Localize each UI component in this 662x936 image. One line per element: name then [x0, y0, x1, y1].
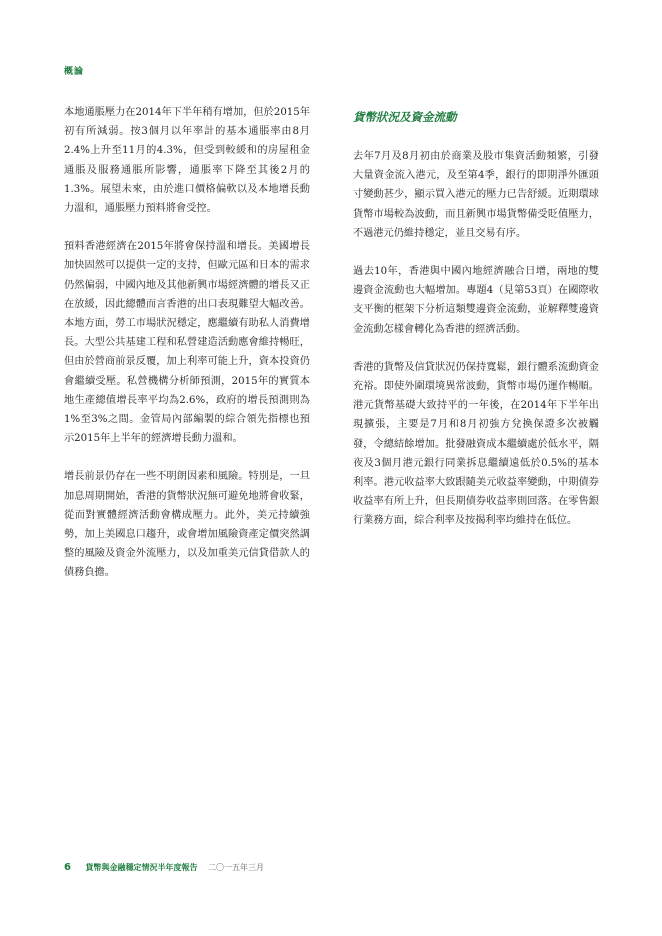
paragraph-inflation: 本地通脹壓力在2014年下半年稍有增加，但於2015年初有所減弱。按3個月以年率計的基本通脹率由8月2.4%上升至11月的4.3%，但受到較緩和的房屋租金通脹及服務通脹所影響，通脹率下降至其後2月的1.3%。展望未來，由於進口價格偏軟以及本地增長動力溫和，通脹壓力預料將會受控。	[64, 107, 310, 215]
paragraph-bilateral-flows: 過去10年，香港與中國內地經濟融合日增，兩地的雙邊資金流動也大幅增加。專題4（見第53頁）在國際收支平衡的框架下分析這類雙邊資金流動，並解釋雙邊資金流動怎樣會轉化為香港的經濟活動。	[353, 266, 599, 335]
left-column	[64, 103, 310, 602]
section-heading: 貨幣狀況及資金流動	[353, 110, 457, 124]
publication-title: 貨幣與金融穩定情況半年度報告	[85, 863, 198, 872]
page-footer	[64, 862, 264, 873]
paragraph-capital-flows: 去年7月及8月初由於商業及股市集資活動頻繁，引發大量資金流入港元，及至第4季，銀行的即期淨外匯頭寸變動甚少，顯示買入港元的壓力已告舒緩。近期環球貨幣市場較為波動，而且新興市場貨幣備受貶值壓力，不過港元仍維持穩定，並且交易有序。	[353, 151, 599, 239]
right-column	[353, 103, 599, 550]
paragraph-monetary-conditions: 香港的貨幣及信貸狀況仍保持寬鬆，銀行體系流動資金充裕。即使外圍環境異常波動，貨幣市場仍運作暢順。港元貨幣基礎大致持平的一年後，在2014年下半年出現擴張，主要是7月和8月初強方兌換保證多次被觸發，令總結餘增加。批發融資成本繼續處於低水平，隔夜及3個月港元銀行同業拆息繼續遠低於0.5%的基本利率。港元收益率大致跟隨美元收益率變動，中期債券收益率有所上升，但長期債券收益率則回落。在零售銀行業務方面，綜合利率及按揭利率均維持在低位。	[353, 361, 599, 527]
section-label: 概論	[64, 67, 85, 77]
paragraph-growth-outlook: 預料香港經濟在2015年將會保持溫和增長。美國增長加快固然可以提供一定的支持，但歐元區和日本的需求仍然偏弱，中國內地及其他新興市場經濟體的增長又正在放緩，因此總體而言香港的出口表現難望大幅改善。本地方面，勞工市場狀況穩定，應繼續有助私人消費增長。大型公共基建工程和私營建造活動應會維持暢旺，但由於營商前景反覆，加上利率可能上升，資本投資仍會繼續受壓。私營機構分析師預測，2015年的實質本地生產總值增長率平均為2.6%，政府的增長預測則為1%至3%之間。金管局內部編製的綜合領先指標也預示2015年上半年的經濟增長動力溫和。	[64, 241, 310, 445]
publication-date: 二〇一五年三月	[208, 863, 265, 872]
paragraph-risks: 增長前景仍存在一些不明朗因素和風險。特別是，一旦加息周期開始，香港的貨幣狀況無可避免地將會收緊，從而對實體經濟活動會構成壓力。此外，美元持續強勢，加上美國息口趨升，或會增加風險資產定價突然調整的風險及資金外流壓力，以及加重美元信貸借款人的債務負擔。	[64, 471, 310, 579]
page-number: 6	[64, 862, 71, 873]
